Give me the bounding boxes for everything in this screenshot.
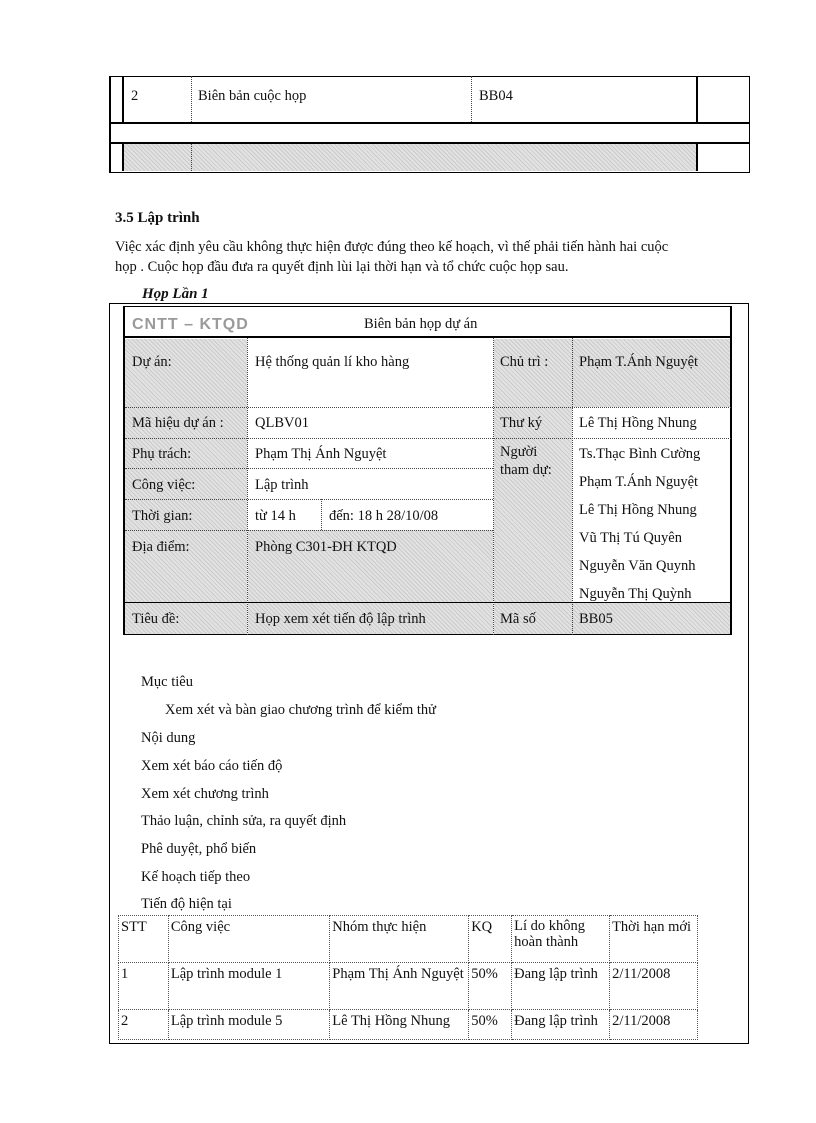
cell-task: Lập trình module 5 — [168, 1010, 329, 1040]
header-reason: Lí do không hoàn thành — [512, 916, 610, 963]
form-brand: CNTT – KTQD — [132, 316, 249, 333]
top-table-no: 2 — [131, 88, 139, 104]
number-value: BB05 — [579, 611, 613, 627]
cell-deadline: 2/11/2008 — [610, 1010, 698, 1040]
section-paragraph-line1: Việc xác định yêu cầu không thực hiện được đúng theo kế hoạch, vì thế phải tiến hành hai cuộc — [115, 239, 669, 255]
cell-stt: 1 — [119, 963, 169, 1010]
top-table-doc-name: Biên bản cuộc họp — [198, 88, 307, 104]
header-result: KQ — [469, 916, 512, 963]
table-row — [119, 963, 698, 1010]
cell-team: Lê Thị Hồng Nhung — [330, 1010, 469, 1040]
attendee: Phạm T.Ánh Nguyệt — [579, 474, 699, 490]
top-table-code: BB04 — [479, 88, 513, 104]
project-value: Hệ thống quản lí kho hàng — [255, 354, 410, 370]
header-stt: STT — [119, 916, 169, 963]
progress-label: Tiến độ hiện tại — [141, 896, 232, 912]
attendees-label-2: tham dự: — [500, 462, 552, 478]
cell-stt: 2 — [119, 1010, 169, 1040]
owner-value: Phạm Thị Ánh Nguyệt — [255, 446, 387, 462]
cell-task: Lập trình module 1 — [168, 963, 329, 1010]
cell-team: Phạm Thị Ánh Nguyệt — [330, 963, 469, 1010]
subject-value: Họp xem xét tiến độ lập trình — [255, 611, 426, 627]
agenda-item: Thảo luận, chỉnh sửa, ra quyết định — [141, 813, 347, 829]
attendee: Lê Thị Hồng Nhung — [579, 502, 697, 518]
location-label: Địa điểm: — [132, 539, 190, 555]
section-heading: 3.5 Lập trình — [115, 210, 200, 226]
attendee: Ts.Thạc Bình Cường — [579, 446, 701, 462]
header-deadline: Thời hạn mới — [610, 916, 698, 963]
task-label: Công việc: — [132, 477, 196, 493]
secretary-value: Lê Thị Hồng Nhung — [579, 415, 697, 431]
location-value: Phòng C301-ĐH KTQD — [255, 539, 397, 555]
cell-result: 50% — [469, 963, 512, 1010]
chair-label: Chủ trì : — [500, 354, 549, 370]
cell-reason: Đang lập trình — [512, 963, 610, 1010]
time-to: đến: 18 h 28/10/08 — [329, 508, 439, 524]
section-paragraph-line2: họp . Cuộc họp đầu đưa ra quyết định lùi lại thời hạn và tổ chức cuộc họp sau. — [115, 259, 569, 275]
project-code-label: Mã hiệu dự án : — [132, 415, 224, 431]
meeting-title: Họp Lần 1 — [142, 286, 209, 302]
cell-deadline: 2/11/2008 — [610, 963, 698, 1010]
attendee: Nguyễn Văn Quynh — [579, 558, 696, 574]
agenda-item: Kế hoạch tiếp theo — [141, 869, 251, 885]
number-label: Mã số — [500, 611, 536, 627]
cell-result: 50% — [469, 1010, 512, 1040]
task-value: Lập trình — [255, 477, 309, 493]
top-table — [109, 76, 749, 173]
chair-value: Phạm T.Ánh Nguyệt — [579, 354, 699, 370]
project-code-value: QLBV01 — [255, 415, 309, 431]
attendee: Nguyễn Thị Quỳnh — [579, 586, 692, 602]
agenda-item: Xem xét báo cáo tiến độ — [141, 758, 283, 774]
time-label: Thời gian: — [132, 508, 193, 524]
cell-reason: Đang lập trình — [512, 1010, 610, 1040]
owner-label: Phụ trách: — [132, 446, 192, 462]
objective-label: Mục tiêu — [141, 674, 193, 690]
secretary-label: Thư ký — [500, 415, 543, 431]
header-task: Công việc — [168, 916, 329, 963]
objective-text: Xem xét và bàn giao chương trình để kiểm thử — [165, 702, 437, 718]
agenda-item: Xem xét chương trình — [141, 786, 269, 802]
agenda-item: Phê duyệt, phổ biến — [141, 841, 257, 857]
header-team: Nhóm thực hiện — [330, 916, 469, 963]
content-label: Nội dung — [141, 730, 196, 746]
subject-label: Tiêu đề: — [132, 611, 180, 627]
time-from: từ 14 h — [255, 508, 296, 524]
table-header-row — [119, 916, 698, 963]
project-label: Dự án: — [132, 354, 172, 370]
form-title: Biên bản họp dự án — [364, 316, 478, 332]
meeting-minutes-form — [109, 303, 749, 1044]
table-row — [119, 1010, 698, 1040]
progress-table — [118, 915, 698, 1040]
attendee: Vũ Thị Tú Quyên — [579, 530, 682, 546]
attendees-label-1: Người — [500, 444, 538, 460]
